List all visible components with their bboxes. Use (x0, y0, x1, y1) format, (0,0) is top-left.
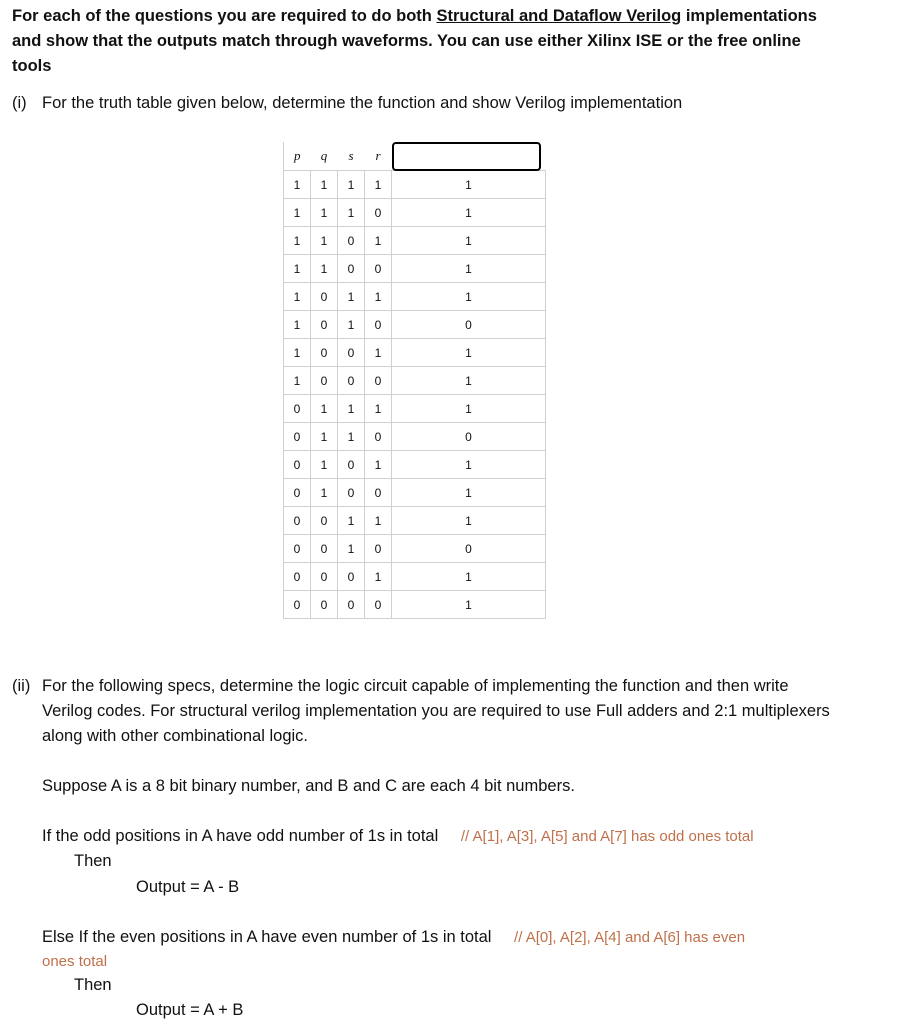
question-1-text: For the truth table given below, determine the function and show Verilog implementation (42, 94, 683, 112)
input-cell: 0 (365, 535, 392, 563)
input-cell: 1 (284, 199, 311, 227)
input-cell: 0 (365, 311, 392, 339)
input-cell: 1 (311, 423, 338, 451)
input-cell: 0 (338, 339, 365, 367)
output-cell: 1 (392, 451, 546, 479)
input-cell: 0 (338, 479, 365, 507)
input-cell: 1 (338, 283, 365, 311)
input-cell: 1 (338, 171, 365, 199)
output-cell: 1 (392, 171, 546, 199)
input-cell: 0 (284, 479, 311, 507)
input-cell: 0 (338, 367, 365, 395)
output-1: Output = A - B (136, 878, 240, 896)
input-cell: 0 (311, 507, 338, 535)
table-row (284, 311, 546, 339)
then-1: Then (74, 852, 112, 870)
header-s: s (338, 142, 365, 171)
input-cell: 0 (365, 367, 392, 395)
header-r: r (365, 142, 392, 171)
condition-2-comment-cont: ones total (42, 953, 108, 970)
table-row (284, 507, 546, 535)
input-cell: 0 (365, 199, 392, 227)
table-row (284, 339, 546, 367)
input-cell: 0 (311, 339, 338, 367)
input-cell: 1 (365, 171, 392, 199)
input-cell: 1 (365, 339, 392, 367)
table-row (284, 171, 546, 199)
input-cell: 0 (284, 591, 311, 619)
input-cell: 0 (338, 451, 365, 479)
input-cell: 1 (284, 171, 311, 199)
input-cell: 0 (311, 283, 338, 311)
input-cell: 0 (284, 507, 311, 535)
input-cell: 0 (284, 535, 311, 563)
input-cell: 1 (338, 507, 365, 535)
table-row (284, 283, 546, 311)
input-cell: 1 (365, 395, 392, 423)
question-1-number: (i) (12, 94, 27, 112)
input-cell: 0 (338, 591, 365, 619)
input-cell: 1 (365, 451, 392, 479)
input-cell: 0 (365, 423, 392, 451)
input-cell: 1 (311, 255, 338, 283)
input-cell: 1 (365, 283, 392, 311)
truth-table (283, 142, 546, 619)
question-2-number: (ii) (12, 677, 31, 695)
output-cell: 1 (392, 283, 546, 311)
output-cell: 1 (392, 367, 546, 395)
input-cell: 1 (311, 171, 338, 199)
condition-2 (42, 925, 745, 950)
input-cell: 0 (311, 563, 338, 591)
condition-2-text: Else If the even positions in A have even number of 1s in total (42, 928, 492, 946)
instructions-text-1: For each of the questions you are required to do both (12, 7, 437, 25)
input-cell: 0 (338, 563, 365, 591)
input-cell: 1 (338, 535, 365, 563)
suppose-text: Suppose A is a 8 bit binary number, and B and C are each 4 bit numbers. (42, 777, 575, 795)
input-cell: 1 (338, 423, 365, 451)
output-cell: 1 (392, 563, 546, 591)
condition-1 (42, 824, 754, 849)
input-cell: 0 (365, 255, 392, 283)
input-cell: 1 (284, 283, 311, 311)
output-cell: 0 (392, 423, 546, 451)
output-cell: 1 (392, 591, 546, 619)
input-cell: 1 (284, 311, 311, 339)
input-cell: 1 (311, 227, 338, 255)
question-2-text: For the following specs, determine the logic circuit capable of implementing the function and then write Verilog codes. For structural verilog implementation you are required to use Full adders and 2:1 multiplexers along with other combinational logic. (42, 677, 830, 745)
input-cell: 1 (365, 507, 392, 535)
output-cell: 1 (392, 395, 546, 423)
condition-1-comment: // A[1], A[3], A[5] and A[7] has odd ones total (460, 828, 754, 845)
input-cell: 1 (338, 395, 365, 423)
instructions-paragraph (12, 4, 842, 79)
input-cell: 1 (311, 451, 338, 479)
output-header-cell (392, 142, 546, 171)
input-cell: 0 (311, 367, 338, 395)
blank-output-header-box (392, 142, 541, 171)
condition-1-text: If the odd positions in A have odd number of 1s in total (42, 827, 439, 845)
header-p: p (284, 142, 311, 171)
table-row (284, 367, 546, 395)
table-row (284, 255, 546, 283)
input-cell: 1 (311, 199, 338, 227)
input-cell: 0 (284, 451, 311, 479)
input-cell: 0 (311, 311, 338, 339)
table-row (284, 563, 546, 591)
input-cell: 1 (284, 255, 311, 283)
output-cell: 1 (392, 255, 546, 283)
table-row (284, 227, 546, 255)
table-row (284, 395, 546, 423)
then-2: Then (74, 976, 112, 994)
output-cell: 1 (392, 339, 546, 367)
header-q: q (311, 142, 338, 171)
input-cell: 0 (311, 591, 338, 619)
question-1 (12, 91, 682, 116)
truth-table-header-row (284, 142, 546, 171)
input-cell: 1 (365, 563, 392, 591)
input-cell: 1 (311, 479, 338, 507)
input-cell: 1 (284, 339, 311, 367)
question-2 (12, 674, 842, 749)
input-cell: 1 (365, 227, 392, 255)
instructions-underlined-text: Structural and Dataflow Verilog (436, 7, 682, 25)
condition-2-comment: // A[0], A[2], A[4] and A[6] has even (514, 929, 746, 946)
input-cell: 0 (338, 227, 365, 255)
input-cell: 1 (284, 227, 311, 255)
input-cell: 1 (338, 199, 365, 227)
output-cell: 0 (392, 535, 546, 563)
table-row (284, 451, 546, 479)
input-cell: 0 (365, 479, 392, 507)
output-cell: 1 (392, 507, 546, 535)
input-cell: 0 (338, 255, 365, 283)
input-cell: 0 (365, 591, 392, 619)
output-cell: 1 (392, 199, 546, 227)
table-row (284, 423, 546, 451)
table-row (284, 479, 546, 507)
output-cell: 1 (392, 479, 546, 507)
input-cell: 1 (284, 367, 311, 395)
instructions-text-2: implementations and show that the outputs match through waveforms. You can use either Xilinx ISE or the free online tools (12, 7, 817, 75)
output-cell: 0 (392, 311, 546, 339)
output-2: Output = A + B (136, 1001, 244, 1019)
input-cell: 1 (338, 311, 365, 339)
input-cell: 0 (284, 423, 311, 451)
output-cell: 1 (392, 227, 546, 255)
table-row (284, 591, 546, 619)
input-cell: 1 (311, 395, 338, 423)
input-cell: 0 (284, 563, 311, 591)
input-cell: 0 (284, 395, 311, 423)
input-cell: 0 (311, 535, 338, 563)
table-row (284, 199, 546, 227)
table-row (284, 535, 546, 563)
